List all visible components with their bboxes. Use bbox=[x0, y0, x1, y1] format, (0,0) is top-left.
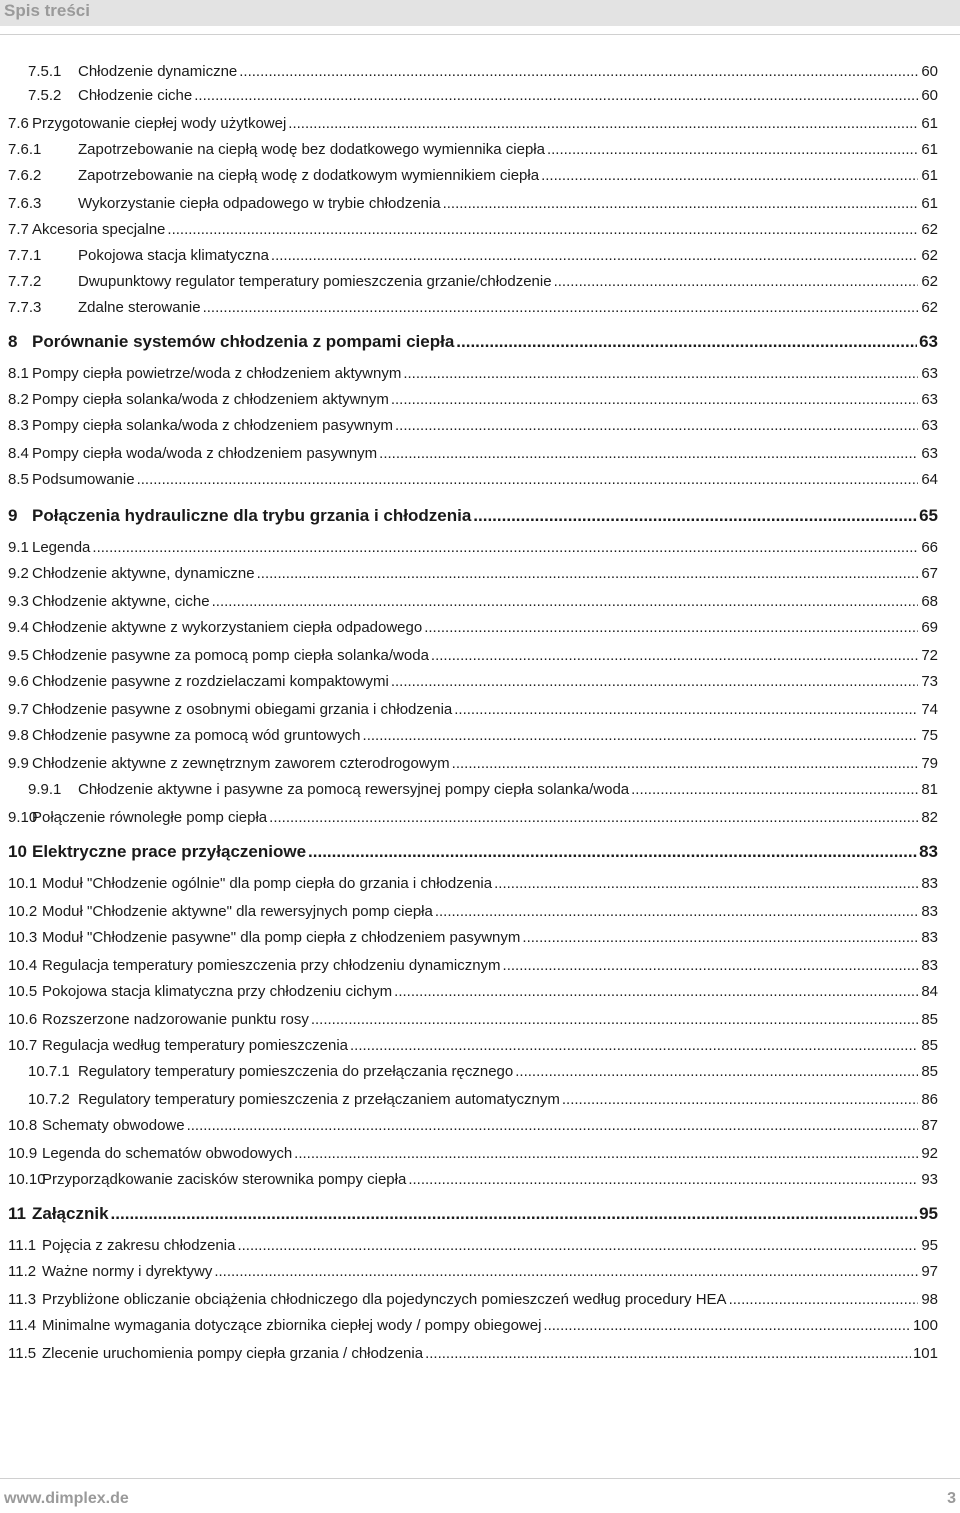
toc-leader-dots bbox=[515, 1062, 918, 1082]
toc-leader-dots bbox=[379, 444, 918, 464]
toc-leader-dots bbox=[237, 1236, 918, 1256]
footer-website: www.dimplex.de bbox=[4, 1490, 129, 1507]
toc-page-number: 62 bbox=[921, 247, 938, 264]
toc-title: Pompy ciepła solanka/woda z chłodzeniem pasywnym bbox=[32, 417, 394, 434]
toc-entry[interactable] bbox=[8, 166, 938, 186]
toc-leader-dots bbox=[294, 1144, 918, 1164]
toc-leader-dots bbox=[394, 982, 918, 1002]
toc-leader-dots bbox=[562, 1090, 918, 1110]
toc-leader-dots bbox=[424, 618, 918, 638]
toc-page-number: 98 bbox=[921, 1291, 938, 1308]
toc-page-number: 74 bbox=[921, 701, 938, 718]
toc-page-number: 69 bbox=[921, 619, 938, 636]
toc-entry[interactable] bbox=[8, 618, 938, 638]
toc-entry[interactable] bbox=[8, 646, 938, 666]
toc-leader-dots bbox=[452, 754, 918, 774]
toc-leader-dots bbox=[494, 874, 918, 894]
toc-entry[interactable] bbox=[8, 470, 938, 490]
toc-number: 9.1 bbox=[8, 539, 29, 556]
toc-title: Rozszerzone nadzorowanie punktu rosy bbox=[42, 1011, 309, 1028]
toc-entry[interactable] bbox=[8, 416, 938, 436]
toc-page-number: 66 bbox=[921, 539, 938, 556]
toc-entry[interactable] bbox=[8, 700, 938, 720]
toc-number: 10.9 bbox=[8, 1145, 38, 1162]
toc-title: Dwupunktowy regulator temperatury pomieszczenia grzanie/chłodzenie bbox=[78, 273, 552, 290]
toc-title: Pojęcia z zakresu chłodzenia bbox=[42, 1237, 236, 1254]
toc-number: 11.5 bbox=[8, 1345, 37, 1362]
toc-title: Chłodzenie pasywne z rozdzielaczami kompaktowymi bbox=[32, 673, 389, 690]
toc-page-number: 81 bbox=[921, 781, 938, 798]
toc-page-number: 101 bbox=[912, 1345, 938, 1362]
header-title: Spis treści bbox=[4, 1, 90, 20]
toc-entry[interactable] bbox=[28, 86, 938, 106]
toc-number: 9.9.1 bbox=[28, 781, 62, 798]
toc-leader-dots bbox=[137, 470, 918, 490]
toc-page-number: 83 bbox=[921, 875, 938, 892]
toc-page-number: 97 bbox=[921, 1263, 938, 1280]
toc-entry[interactable] bbox=[8, 928, 938, 948]
toc-leader-dots bbox=[473, 504, 917, 528]
toc-entry[interactable] bbox=[8, 364, 938, 384]
toc-entry[interactable] bbox=[8, 808, 938, 828]
toc-page-number: 72 bbox=[921, 647, 938, 664]
toc-page-number: 64 bbox=[921, 471, 938, 488]
toc-page-number: 92 bbox=[921, 1145, 938, 1162]
toc-title: Zapotrzebowanie na ciepłą wodę bez dodatkowego wymiennika ciepła bbox=[78, 141, 545, 158]
toc-entry[interactable] bbox=[8, 672, 938, 692]
toc-page-number: 61 bbox=[921, 167, 938, 184]
toc-entry[interactable] bbox=[8, 444, 938, 464]
toc-page-number: 93 bbox=[921, 1171, 938, 1188]
toc-entry[interactable] bbox=[8, 956, 938, 976]
toc-leader-dots bbox=[214, 1262, 918, 1282]
toc-title: Połączenie równoległe pomp ciepła bbox=[32, 809, 268, 826]
toc-number: 10 bbox=[8, 842, 27, 861]
toc-page-number: 79 bbox=[921, 755, 938, 772]
header-divider bbox=[0, 34, 960, 35]
toc-leader-dots bbox=[239, 62, 918, 82]
toc-title: Pokojowa stacja klimatyczna bbox=[78, 247, 269, 264]
toc-title: Akcesoria specjalne bbox=[32, 221, 166, 238]
toc-page-number: 75 bbox=[921, 727, 938, 744]
toc-title: Regulacja według temperatury pomieszczenia bbox=[42, 1037, 348, 1054]
toc-number: 9.2 bbox=[8, 565, 29, 582]
toc-page-number: 95 bbox=[919, 1204, 938, 1223]
toc-page-number: 68 bbox=[921, 593, 938, 610]
toc-title: Pokojowa stacja klimatyczna przy chłodzeniu cichym bbox=[42, 983, 393, 1000]
toc-number: 8.1 bbox=[8, 365, 29, 382]
toc-entry[interactable] bbox=[8, 298, 938, 318]
toc-title: Regulacja temperatury pomieszczenia przy chłodzeniu dynamicznym bbox=[42, 957, 501, 974]
toc-entry[interactable] bbox=[8, 1116, 938, 1136]
toc-title: Chłodzenie dynamiczne bbox=[78, 63, 238, 80]
toc-title: Podsumowanie bbox=[32, 471, 135, 488]
toc-number: 10.6 bbox=[8, 1011, 38, 1028]
toc-number: 10.10 bbox=[8, 1171, 46, 1188]
toc-title: Regulatory temperatury pomieszczenia do przełączania ręcznego bbox=[78, 1063, 514, 1080]
toc-page-number: 95 bbox=[921, 1237, 938, 1254]
toc-leader-dots bbox=[363, 726, 918, 746]
toc-title: Chłodzenie pasywne za pomocą wód gruntowych bbox=[32, 727, 361, 744]
toc-title: Chłodzenie aktywne i pasywne za pomocą rewersyjnej pompy ciepła solanka/woda bbox=[78, 781, 630, 798]
toc-leader-dots bbox=[443, 194, 918, 214]
toc-page-number: 85 bbox=[921, 1063, 938, 1080]
toc-title: Ważne normy i dyrektywy bbox=[42, 1263, 213, 1280]
toc-title: Chłodzenie aktywne, dynamiczne bbox=[32, 565, 255, 582]
toc-number: 10.8 bbox=[8, 1117, 38, 1134]
toc-leader-dots bbox=[408, 1170, 918, 1190]
toc-leader-dots bbox=[92, 538, 918, 558]
toc-chapter[interactable] bbox=[8, 1202, 938, 1226]
toc-leader-dots bbox=[431, 646, 918, 666]
toc-number: 10.7 bbox=[8, 1037, 38, 1054]
toc-page-number: 86 bbox=[921, 1091, 938, 1108]
toc-page-number: 83 bbox=[919, 842, 938, 861]
toc-entry[interactable] bbox=[8, 874, 938, 894]
toc-title: Regulatory temperatury pomieszczenia z przełączaniem automatycznym bbox=[78, 1091, 560, 1108]
toc-leader-dots bbox=[391, 390, 918, 410]
toc-number: 9.8 bbox=[8, 727, 29, 744]
toc-page-number: 65 bbox=[919, 506, 938, 525]
toc-leader-dots bbox=[350, 1036, 918, 1056]
toc-leader-dots bbox=[543, 1316, 911, 1336]
toc-number: 7.7.2 bbox=[8, 273, 42, 290]
toc-number: 8.4 bbox=[8, 445, 29, 462]
toc-entry[interactable] bbox=[8, 390, 938, 410]
toc-number: 8.3 bbox=[8, 417, 29, 434]
toc-title: Chłodzenie aktywne z zewnętrznym zaworem czterodrogowym bbox=[32, 755, 450, 772]
toc-entry[interactable] bbox=[8, 982, 938, 1002]
toc-title: Chłodzenie ciche bbox=[78, 87, 193, 104]
toc-number: 10.5 bbox=[8, 983, 38, 1000]
toc-leader-dots bbox=[269, 808, 918, 828]
toc-title: Przygotowanie ciepłej wody użytkowej bbox=[32, 115, 287, 132]
toc-entry[interactable] bbox=[8, 1170, 938, 1190]
toc-entry[interactable] bbox=[8, 1290, 938, 1310]
toc-leader-dots bbox=[547, 140, 918, 160]
toc-entry[interactable] bbox=[8, 1010, 938, 1030]
toc-page-number: 63 bbox=[921, 445, 938, 462]
toc-leader-dots bbox=[425, 1344, 911, 1364]
toc-page-number: 67 bbox=[921, 565, 938, 582]
toc-entry[interactable] bbox=[8, 114, 938, 134]
toc-entry[interactable] bbox=[8, 1144, 938, 1164]
toc-page-number: 63 bbox=[919, 332, 938, 351]
toc-title: Chłodzenie aktywne, ciche bbox=[32, 593, 210, 610]
toc-title: Schematy obwodowe bbox=[42, 1117, 185, 1134]
toc-number: 9.5 bbox=[8, 647, 29, 664]
toc-number: 9.9 bbox=[8, 755, 29, 772]
toc-leader-dots bbox=[187, 1116, 918, 1136]
toc-page-number: 83 bbox=[921, 957, 938, 974]
toc-number: 9 bbox=[8, 506, 18, 525]
toc-number: 7.5.2 bbox=[28, 87, 62, 104]
toc-chapter[interactable] bbox=[8, 330, 938, 354]
toc-page-number: 60 bbox=[921, 87, 938, 104]
toc-leader-dots bbox=[729, 1290, 918, 1310]
toc-number: 10.4 bbox=[8, 957, 38, 974]
toc-leader-dots bbox=[311, 1010, 918, 1030]
toc-number: 9.7 bbox=[8, 701, 29, 718]
toc-leader-dots bbox=[454, 700, 918, 720]
toc-entry[interactable] bbox=[8, 140, 938, 160]
toc-title: Moduł "Chłodzenie pasywne" dla pomp ciepła z chłodzeniem pasywnym bbox=[42, 929, 521, 946]
toc-chapter[interactable] bbox=[8, 840, 938, 864]
toc-number: 11.2 bbox=[8, 1263, 37, 1280]
toc-number: 7.6.1 bbox=[8, 141, 42, 158]
toc-page-number: 63 bbox=[921, 417, 938, 434]
toc-leader-dots bbox=[288, 114, 918, 134]
toc-entry[interactable] bbox=[28, 1090, 938, 1110]
toc-page-number: 62 bbox=[921, 221, 938, 238]
toc-leader-dots bbox=[631, 780, 918, 800]
toc-leader-dots bbox=[271, 246, 918, 266]
toc-page-number: 73 bbox=[921, 673, 938, 690]
toc-page-number: 63 bbox=[921, 391, 938, 408]
toc-number: 9.4 bbox=[8, 619, 29, 636]
toc-leader-dots bbox=[391, 672, 918, 692]
toc-title: Przybliżone obliczanie obciążenia chłodniczego dla pojedynczych pomieszczeń według procedury HEA bbox=[42, 1291, 727, 1308]
toc-entry[interactable] bbox=[8, 754, 938, 774]
toc-title: Pompy ciepła solanka/woda z chłodzeniem aktywnym bbox=[32, 391, 389, 408]
toc-number: 8.5 bbox=[8, 471, 29, 488]
toc-number: 8.2 bbox=[8, 391, 29, 408]
toc-title: Zdalne sterowanie bbox=[78, 299, 201, 316]
toc-number: 9.3 bbox=[8, 593, 29, 610]
toc-title: Przyporządkowanie zacisków sterownika pompy ciepła bbox=[42, 1171, 407, 1188]
toc-entry[interactable] bbox=[28, 62, 938, 82]
toc-leader-dots bbox=[554, 272, 918, 292]
toc-title: Chłodzenie aktywne z wykorzystaniem ciepła odpadowego bbox=[32, 619, 423, 636]
toc-leader-dots bbox=[212, 592, 918, 612]
toc-leader-dots bbox=[203, 298, 918, 318]
toc-title: Porównanie systemów chłodzenia z pompami ciepła bbox=[32, 332, 455, 351]
toc-title: Zlecenie uruchomienia pompy ciepła grzania / chłodzenia bbox=[42, 1345, 424, 1362]
toc-page-number: 84 bbox=[921, 983, 938, 1000]
toc-entry[interactable] bbox=[8, 564, 938, 584]
toc-leader-dots bbox=[395, 416, 918, 436]
toc-title: Elektryczne prace przyłączeniowe bbox=[32, 842, 307, 861]
toc-title: Załącznik bbox=[32, 1204, 109, 1223]
toc-title: Połączenia hydrauliczne dla trybu grzania i chłodzenia bbox=[32, 506, 472, 525]
toc-title: Pompy ciepła woda/woda z chłodzeniem pasywnym bbox=[32, 445, 378, 462]
toc-entry[interactable] bbox=[8, 726, 938, 746]
toc-page-number: 82 bbox=[921, 809, 938, 826]
toc-title: Wykorzystanie ciepła odpadowego w trybie chłodzenia bbox=[78, 195, 441, 212]
toc-page-number: 60 bbox=[921, 63, 938, 80]
toc-entry[interactable] bbox=[28, 780, 938, 800]
toc-number: 11.1 bbox=[8, 1237, 37, 1254]
toc-page-number: 100 bbox=[912, 1317, 938, 1334]
toc-title: Pompy ciepła powietrze/woda z chłodzeniem aktywnym bbox=[32, 365, 402, 382]
toc-title: Zapotrzebowanie na ciepłą wodę z dodatkowym wymiennikiem ciepła bbox=[78, 167, 540, 184]
toc-entry[interactable] bbox=[8, 1262, 938, 1282]
toc-entry[interactable] bbox=[8, 1316, 938, 1336]
toc-leader-dots bbox=[403, 364, 918, 384]
toc-title: Chłodzenie pasywne za pomocą pomp ciepła solanka/woda bbox=[32, 647, 429, 664]
toc-number: 7.6 bbox=[8, 115, 29, 132]
toc-entry[interactable] bbox=[28, 1062, 938, 1082]
toc-leader-dots bbox=[111, 1202, 918, 1226]
toc-leader-dots bbox=[194, 86, 918, 106]
toc-chapter[interactable] bbox=[8, 504, 938, 528]
footer-page-number: 3 bbox=[947, 1490, 956, 1507]
toc-number: 10.1 bbox=[8, 875, 38, 892]
toc-leader-dots bbox=[308, 840, 917, 864]
toc-title: Moduł "Chłodzenie aktywne" dla rewersyjnych pomp ciepła bbox=[42, 903, 433, 920]
toc-leader-dots bbox=[456, 330, 917, 354]
toc-number: 7.7.3 bbox=[8, 299, 42, 316]
toc-page-number: 63 bbox=[921, 365, 938, 382]
toc-number: 7.7 bbox=[8, 221, 29, 238]
toc-number: 10.7.1 bbox=[28, 1063, 70, 1080]
toc-page-number: 61 bbox=[921, 115, 938, 132]
toc-title: Minimalne wymagania dotyczące zbiornika ciepłej wody / pompy obiegowej bbox=[42, 1317, 542, 1334]
toc-number: 7.7.1 bbox=[8, 247, 42, 264]
toc-entry[interactable] bbox=[8, 902, 938, 922]
toc-number: 8 bbox=[8, 332, 18, 351]
toc-entry[interactable] bbox=[8, 272, 938, 292]
toc-title: Legenda bbox=[32, 539, 91, 556]
page-header bbox=[0, 0, 960, 26]
toc-entry[interactable] bbox=[8, 246, 938, 266]
toc-number: 7.6.2 bbox=[8, 167, 42, 184]
toc-page-number: 87 bbox=[921, 1117, 938, 1134]
toc-number: 7.5.1 bbox=[28, 63, 62, 80]
toc-page-number: 62 bbox=[921, 299, 938, 316]
toc-page-number: 83 bbox=[921, 903, 938, 920]
toc-number: 10.3 bbox=[8, 929, 38, 946]
toc-entry[interactable] bbox=[8, 1036, 938, 1056]
toc-title: Moduł "Chłodzenie ogólnie" dla pomp ciepła do grzania i chłodzenia bbox=[42, 875, 493, 892]
toc-number: 11.3 bbox=[8, 1291, 37, 1308]
toc-entry[interactable] bbox=[8, 194, 938, 214]
toc-leader-dots bbox=[167, 220, 918, 240]
toc-leader-dots bbox=[522, 928, 918, 948]
toc-entry[interactable] bbox=[8, 1236, 938, 1256]
toc-number: 9.10 bbox=[8, 809, 38, 826]
toc-page-number: 85 bbox=[921, 1011, 938, 1028]
toc-title: Legenda do schematów obwodowych bbox=[42, 1145, 293, 1162]
toc-number: 10.7.2 bbox=[28, 1091, 70, 1108]
toc-page-number: 62 bbox=[921, 273, 938, 290]
toc-leader-dots bbox=[541, 166, 918, 186]
toc-leader-dots bbox=[257, 564, 918, 584]
toc-leader-dots bbox=[503, 956, 918, 976]
footer-divider bbox=[0, 1478, 960, 1479]
toc-page-number: 61 bbox=[921, 141, 938, 158]
toc-page-number: 83 bbox=[921, 929, 938, 946]
toc-page-number: 61 bbox=[921, 195, 938, 212]
toc-number: 9.6 bbox=[8, 673, 29, 690]
toc-number: 11.4 bbox=[8, 1317, 37, 1334]
toc-entry[interactable] bbox=[8, 538, 938, 558]
toc-number: 7.6.3 bbox=[8, 195, 42, 212]
toc-title: Chłodzenie pasywne z osobnymi obiegami grzania i chłodzenia bbox=[32, 701, 453, 718]
toc-leader-dots bbox=[435, 902, 918, 922]
toc-entry[interactable] bbox=[8, 592, 938, 612]
toc-entry[interactable] bbox=[8, 220, 938, 240]
toc-page-number: 85 bbox=[921, 1037, 938, 1054]
toc-number: 10.2 bbox=[8, 903, 38, 920]
toc-number: 11 bbox=[8, 1204, 26, 1223]
toc-entry[interactable] bbox=[8, 1344, 938, 1364]
